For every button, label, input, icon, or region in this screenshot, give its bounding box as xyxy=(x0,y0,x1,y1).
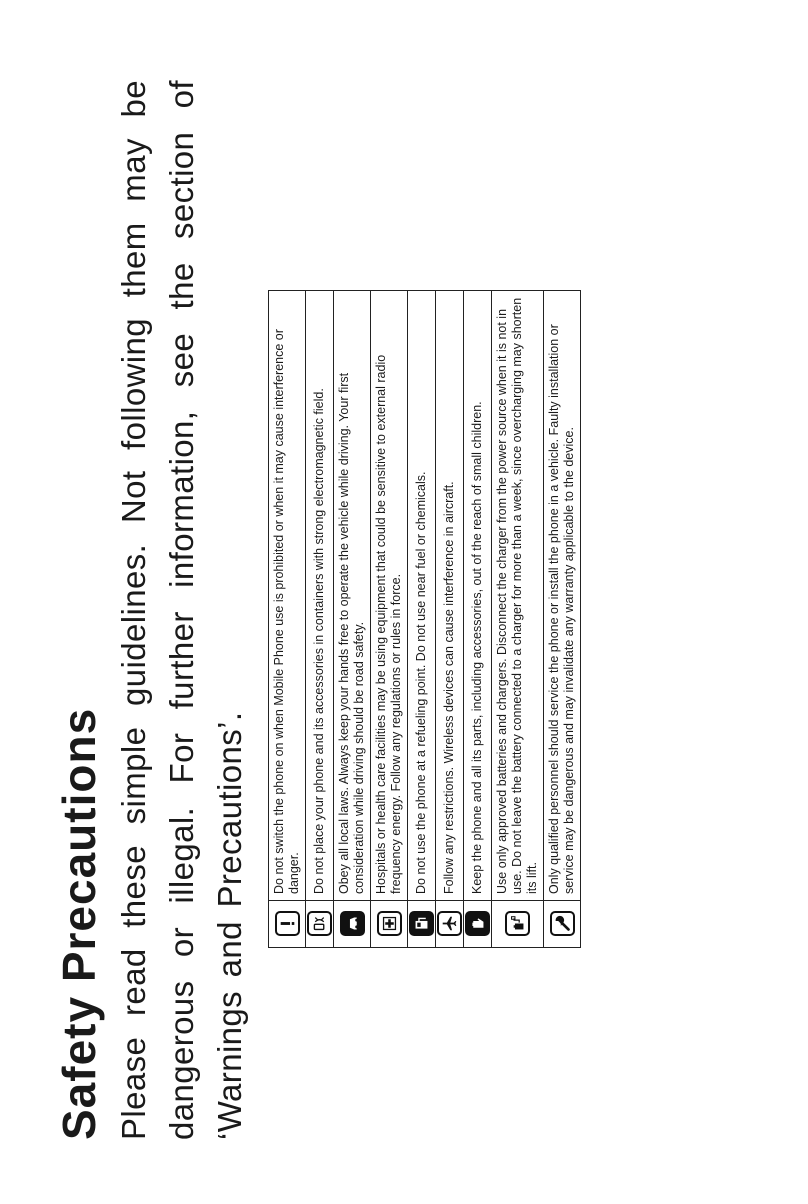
table-row xyxy=(436,291,464,948)
precaution-text: Obey all local laws. Always keep your hands free to operate the vehicle while driving. Your first consideration while driving should be road safety. xyxy=(334,291,371,901)
car-icon xyxy=(340,912,365,937)
battery-charger-icon xyxy=(505,912,530,937)
intro-paragraph: Please read these simple guidelines. Not following them may be dangerous or illegal. For further information, see the section of ‘Warnings and Precautions’. xyxy=(115,80,248,1140)
table-row xyxy=(464,291,492,948)
table-row xyxy=(306,291,334,948)
table-row xyxy=(408,291,436,948)
table-row xyxy=(371,291,408,948)
table-row xyxy=(334,291,371,948)
precaution-text: Do not use the phone at a refueling point. Do not use near fuel or chemicals. xyxy=(408,291,436,901)
airplane-icon xyxy=(437,912,462,937)
exclamation-icon xyxy=(275,912,300,937)
fuel-pump-icon xyxy=(409,912,434,937)
precaution-text: Follow any restrictions. Wireless devices can cause interference in aircraft. xyxy=(436,291,464,901)
precautions-table xyxy=(268,290,581,948)
table-row xyxy=(492,291,544,948)
table-row xyxy=(544,291,581,948)
phone-magnet-icon xyxy=(307,912,332,937)
precaution-text: Use only approved batteries and chargers. Disconnect the charger from the power source when it is not in use. Do not leave the battery connected to a charger for more than a week, since overcharging may shorten its lift. xyxy=(492,291,544,901)
medical-cross-icon xyxy=(377,912,402,937)
hand-icon xyxy=(465,912,490,937)
precaution-text: Only qualified personnel should service the phone or install the phone in a vehicle. Faulty installation or service may be dangerous and may invalidate any warranty applicable to the device. xyxy=(544,291,581,901)
precaution-text: Do not place your phone and its accessories in containers with strong electromagnetic field. xyxy=(306,291,334,901)
precaution-text: Hospitals or health care facilities may be using equipment that could be sensitive to external radio frequency energy. Follow any regulations or rules in force. xyxy=(371,291,408,901)
table-row xyxy=(269,291,306,948)
wrench-icon xyxy=(550,912,575,937)
precaution-text: Keep the phone and all its parts, including accessories, out of the reach of small children. xyxy=(464,291,492,901)
precaution-text: Do not switch the phone on when Mobile Phone use is prohibited or when it may cause interference or danger. xyxy=(269,291,306,901)
page-title: Safety Precautions xyxy=(53,707,105,1140)
